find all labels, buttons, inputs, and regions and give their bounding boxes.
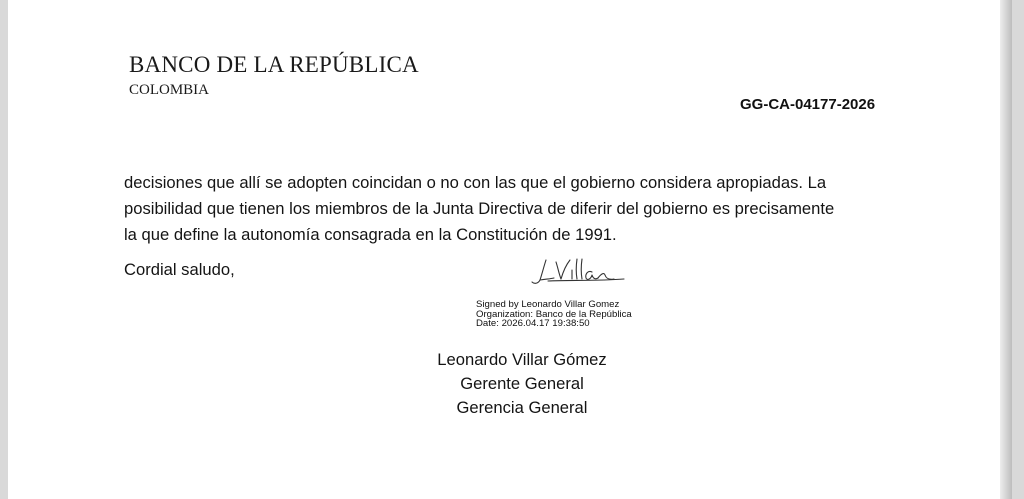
signer-block — [352, 348, 692, 420]
signer-title: Gerente General — [460, 374, 584, 393]
signed-by-text: Signed by Leonardo Villar Gomez — [476, 299, 620, 310]
closing-salutation: Cordial saludo, — [124, 260, 235, 279]
bank-name: BANCO DE LA REPÚBLICA — [129, 52, 419, 77]
letter-page — [8, 0, 1012, 499]
body-line: decisiones que allí se adopten coincidan o no con las que el gobierno considera apropiadas. La — [124, 173, 827, 192]
page-edge-shadow — [1000, 0, 1012, 499]
signer-department: Gerencia General — [456, 398, 588, 417]
signature-date-text: Date: 2026.04.17 19:38:50 — [476, 318, 590, 330]
digital-signature-info — [476, 300, 632, 329]
bank-country: COLOMBIA — [129, 82, 210, 98]
handwritten-signature — [528, 254, 628, 288]
organization-text: Organization: Banco de la República — [476, 308, 632, 320]
document-reference: GG-CA-04177-2026 — [740, 96, 876, 113]
body-line: posibilidad que tienen los miembros de la Junta Directiva de diferir del gobierno es precisamente — [124, 199, 835, 218]
body-line: la que define la autonomía consagrada en la Constitución de 1991. — [124, 225, 617, 244]
letter-body — [124, 170, 914, 248]
signer-name: Leonardo Villar Gómez — [437, 350, 607, 369]
